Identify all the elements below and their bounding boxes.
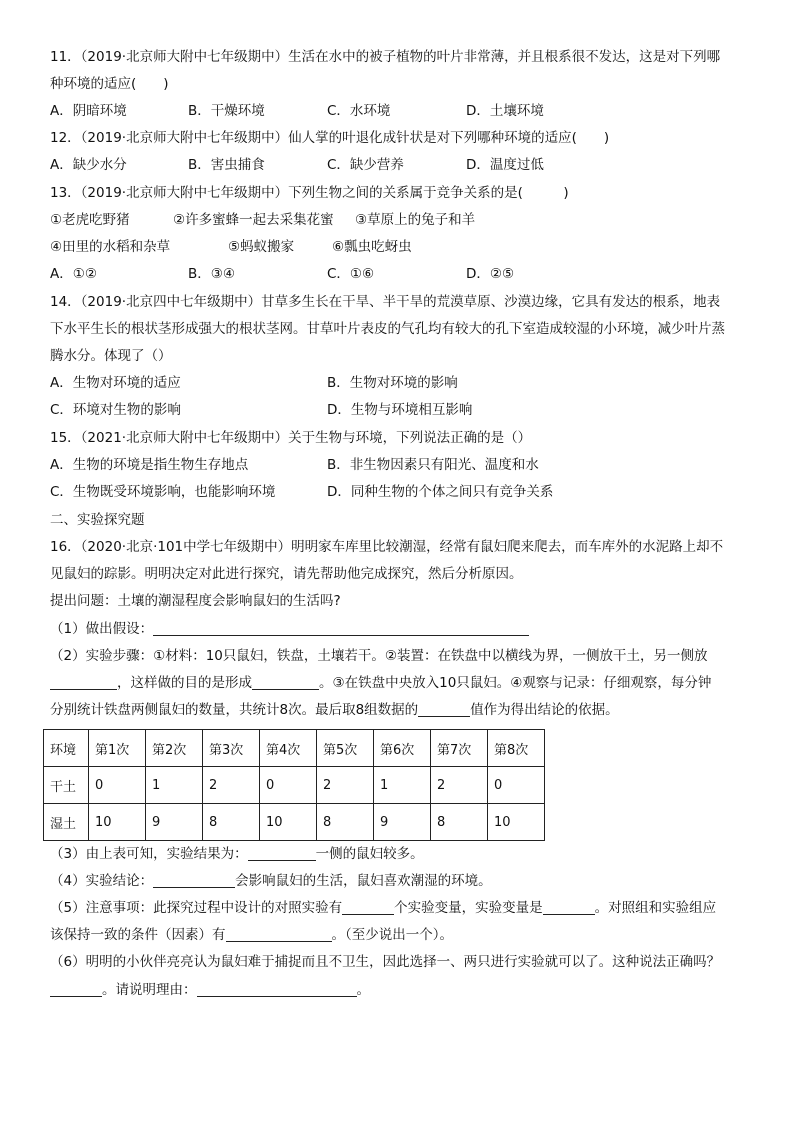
hypothesis-blank[interactable] [153, 621, 529, 636]
table-cell: 8 [431, 804, 488, 841]
average-blank[interactable] [418, 702, 470, 717]
table-cell: 2 [431, 767, 488, 804]
q13-item-3: ③草原上的兔子和羊 [355, 212, 476, 228]
variable-count-blank[interactable] [342, 900, 394, 915]
q13-item-6: ⑥瓢虫吃蚜虫 [332, 239, 412, 255]
q14-option-b: B．生物对环境的影响 [327, 375, 458, 391]
q15-option-b: B．非生物因素只有阳光、温度和水 [327, 457, 539, 473]
table-cell: 2 [203, 767, 260, 804]
q16-part-4 [50, 872, 492, 890]
correctness-blank[interactable] [50, 982, 102, 997]
q13-item-2: ②许多蜜蜂一起去采集花蜜 [173, 212, 334, 228]
q13-option-b: B．③④ [188, 266, 235, 282]
q16-part-3-text-b: 一侧的鼠妇较多。 [315, 846, 424, 862]
q16-part-2-line-3 [50, 701, 619, 719]
q16-part-6-text-b: 。 [356, 982, 370, 998]
q16-part-5-text-a: （5）注意事项：此探究过程中设计的对照实验有 [50, 900, 343, 916]
q16-stem-line-1: 16．（2020·北京·101中学七年级期中）明明家车库里比较潮湿，经常有鼠妇爬来爬去，而车库外的水泥路上却不 [50, 539, 724, 555]
q16-part-5-line-1 [50, 899, 716, 917]
table-header-cell: 第1次 [89, 730, 146, 767]
q15-stem: 15．（2021·北京师大附中七年级期中）关于生物与环境，下列说法正确的是（） [50, 430, 532, 446]
table-cell: 0 [89, 767, 146, 804]
table-cell: 8 [203, 804, 260, 841]
q11-option-c: C．水环境 [327, 103, 391, 119]
table-header-cell: 第8次 [488, 730, 545, 767]
q16-part-6-line-2 [50, 981, 370, 999]
purpose-blank[interactable] [252, 675, 319, 690]
table-row [44, 804, 545, 841]
table-cell: 湿土 [44, 804, 89, 841]
q11-stem-line-2: 种环境的适应( ) [50, 76, 169, 92]
reason-blank[interactable] [197, 982, 357, 997]
q12-stem: 12．（2019·北京师大附中七年级期中）仙人掌的叶退化成针状是对下列哪种环境的适应( ) [50, 130, 610, 146]
table-cell: 10 [488, 804, 545, 841]
q13-item-5: ⑤蚂蚁搬家 [228, 239, 295, 255]
other-side-soil-blank[interactable] [50, 675, 117, 690]
q12-option-b: B．害虫捕食 [188, 157, 265, 173]
q16-part-4-text-b: 会影响鼠妇的生活，鼠妇喜欢潮湿的环境。 [235, 873, 492, 889]
q16-part-4-text-a: （4）实验结论： [50, 873, 154, 889]
q12-option-d: D．温度过低 [466, 157, 544, 173]
constant-conditions-blank[interactable] [226, 927, 332, 942]
q13-option-c: C．①⑥ [327, 266, 375, 282]
q11-option-b: B．干燥环境 [188, 103, 265, 119]
table-header-cell: 第2次 [146, 730, 203, 767]
q16-part-3-text-a: （3）由上表可知，实验结果为： [50, 846, 248, 862]
q13-item-1: ①老虎吃野猪 [50, 212, 130, 228]
q14-option-c: C．环境对生物的影响 [50, 402, 181, 418]
table-cell: 9 [146, 804, 203, 841]
q16-part-2-line-1: （2）实验步骤：①材料：10只鼠妇，铁盘，土壤若干。②装置：在铁盘中以横线为界，一侧放干土，另一侧放 [50, 648, 708, 664]
q16-part-2-text-a: ，这样做的目的是形成 [117, 675, 252, 691]
q12-option-c: C．缺少营养 [327, 157, 404, 173]
table-cell: 10 [260, 804, 317, 841]
table-cell: 1 [374, 767, 431, 804]
table-cell: 干土 [44, 767, 89, 804]
q16-part-2-line-2 [50, 674, 711, 692]
table-cell: 10 [89, 804, 146, 841]
q16-part-5-text-b: 个实验变量，实验变量是 [394, 900, 543, 916]
q16-part-1 [50, 620, 529, 638]
results-table [43, 729, 545, 841]
table-cell: 2 [317, 767, 374, 804]
q15-option-c: C．生物既受环境影响，也能影响环境 [50, 484, 276, 500]
table-cell: 9 [374, 804, 431, 841]
table-header-cell: 第3次 [203, 730, 260, 767]
q13-option-d: D．②⑤ [466, 266, 515, 282]
q14-option-a: A．生物对环境的适应 [50, 375, 181, 391]
q16-part-6-text-a: 。请说明理由： [102, 982, 197, 998]
q16-part-5-text-e: 。（至少说出一个）。 [331, 927, 453, 943]
q13-item-4: ④田里的水稻和杂草 [50, 239, 171, 255]
q15-option-d: D．同种生物的个体之间只有竞争关系 [327, 484, 554, 500]
table-header-cell: 第7次 [431, 730, 488, 767]
table-cell: 1 [146, 767, 203, 804]
q14-stem-line-1: 14．（2019·北京四中七年级期中）甘草多生长在干旱、半干旱的荒漠草原、沙漠边缘，它具有发达的根系，地表 [50, 294, 721, 310]
q12-option-a: A．缺少水分 [50, 157, 127, 173]
q16-part-3 [50, 845, 424, 863]
q15-option-a: A．生物的环境是指生物生存地点 [50, 457, 249, 473]
q11-option-a: A．阴暗环境 [50, 103, 127, 119]
table-header-cell: 第4次 [260, 730, 317, 767]
variable-blank[interactable] [543, 900, 595, 915]
q16-part-5-text-c: 。对照组和实验组应 [594, 900, 717, 916]
table-cell: 0 [488, 767, 545, 804]
q16-part-2-text-b: 。③在铁盘中央放入10只鼠妇。④观察与记录：仔细观察，每分钟 [319, 675, 712, 691]
conclusion-blank[interactable] [153, 873, 235, 888]
q16-part-1-label: （1）做出假设： [50, 621, 154, 637]
q16-question: 提出问题：土壤的潮湿程度会影响鼠妇的生活吗? [50, 593, 341, 609]
table-cell: 8 [317, 804, 374, 841]
q16-part-2-text-c: 分别统计铁盘两侧鼠妇的数量，共统计8次。最后取8组数据的 [50, 702, 419, 718]
table-row [44, 767, 545, 804]
q11-option-d: D．土壤环境 [466, 103, 544, 119]
q16-part-2-text-d: 值作为得出结论的依据。 [470, 702, 619, 718]
table-header-cell: 环境 [44, 730, 89, 767]
q11-stem-line-1: 11．（2019·北京师大附中七年级期中）生活在水中的被子植物的叶片非常薄，并且根系很不发达，这是对下列哪 [50, 49, 721, 65]
table-cell: 0 [260, 767, 317, 804]
table-header-row [44, 730, 545, 767]
q16-part-5-line-2 [50, 926, 453, 944]
q14-option-d: D．生物与环境相互影响 [327, 402, 473, 418]
q16-part-6-line-1: （6）明明的小伙伴亮亮认为鼠妇难于捕捉而且不卫生，因此选择一、两只进行实验就可以了。这种说法正确吗？ [50, 954, 721, 970]
section-heading: 二、实验探究题 [50, 512, 145, 528]
q13-stem: 13．（2019·北京师大附中七年级期中）下列生物之间的关系属于竞争关系的是( ) [50, 185, 569, 201]
table-header-cell: 第6次 [374, 730, 431, 767]
q13-option-a: A．①② [50, 266, 97, 282]
result-blank[interactable] [248, 846, 316, 861]
table-header-cell: 第5次 [317, 730, 374, 767]
q14-stem-line-3: 腾水分。体现了（） [50, 348, 172, 364]
q16-stem-line-2: 见鼠妇的踪影。明明决定对此进行探究，请先帮助他完成探究，然后分析原因。 [50, 566, 523, 582]
q16-part-5-text-d: 该保持一致的条件（因素）有 [50, 927, 226, 943]
q14-stem-line-2: 下水平生长的根状茎形成强大的根状茎网。甘草叶片表皮的气孔均有较大的孔下室造成较湿的小环境，减少叶片蒸 [50, 321, 725, 337]
